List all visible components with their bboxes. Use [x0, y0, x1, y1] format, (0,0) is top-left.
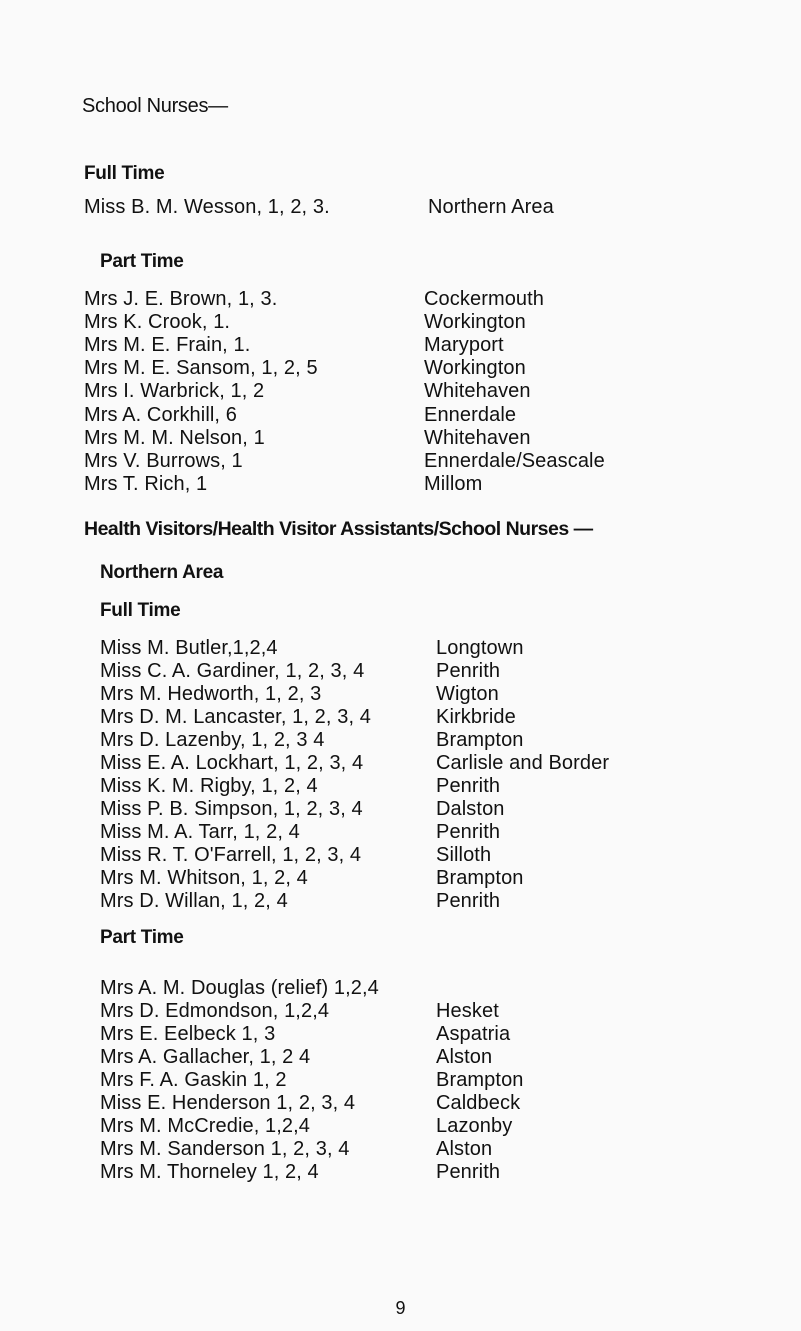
nurse-name: Mrs T. Rich, 1 — [84, 473, 208, 495]
nurse-name: Mrs I. Warbrick, 1, 2 — [84, 380, 265, 402]
visitor-name: Mrs D. M. Lancaster, 1, 2, 3, 4 — [100, 706, 371, 728]
nurse-location: Workington — [424, 311, 526, 333]
list-item — [0, 775, 801, 797]
nurse-name: Mrs A. Corkhill, 6 — [84, 404, 237, 426]
visitor-location: Caldbeck — [436, 1092, 521, 1114]
visitor-location: Kirkbride — [436, 706, 516, 728]
visitor-location: Brampton — [436, 1069, 524, 1091]
visitor-name: Mrs E. Eelbeck 1, 3 — [100, 1023, 276, 1045]
visitor-name: Miss K. M. Rigby, 1, 2, 4 — [100, 775, 318, 797]
list-item — [0, 288, 801, 310]
list-item — [0, 1138, 801, 1160]
nurse-name: Mrs J. E. Brown, 1, 3. — [84, 288, 278, 310]
list-item — [0, 1046, 801, 1068]
visitor-name: Miss R. T. O'Farrell, 1, 2, 3, 4 — [100, 844, 362, 866]
visitor-name: Mrs D. Edmondson, 1,2,4 — [100, 1000, 330, 1022]
list-item — [0, 1161, 801, 1183]
visitor-location: Penrith — [436, 775, 501, 797]
list-item — [0, 1092, 801, 1114]
list-item — [0, 404, 801, 426]
visitor-location: Alston — [436, 1138, 493, 1160]
list-item — [0, 660, 801, 682]
list-item — [0, 798, 801, 820]
page-number: 9 — [395, 1298, 406, 1318]
visitor-location: Carlisle and Border — [436, 752, 610, 774]
visitor-name: Miss M. Butler,1,2,4 — [100, 637, 278, 659]
list-item — [0, 977, 801, 999]
nurse-name: Mrs V. Burrows, 1 — [84, 450, 243, 472]
list-item — [0, 334, 801, 356]
visitor-name: Mrs M. McCredie, 1,2,4 — [100, 1115, 311, 1137]
list-item — [0, 637, 801, 659]
list-item — [0, 729, 801, 751]
nurse-name: Mrs M. M. Nelson, 1 — [84, 427, 265, 449]
nurse-location: Ennerdale — [424, 404, 517, 426]
area-heading: Northern Area — [100, 562, 224, 583]
nurse-location: Ennerdale/Seascale — [424, 450, 605, 472]
section-heading-school-nurses: School Nurses— — [82, 95, 228, 117]
section-heading-health-visitors: Health Visitors/Health Visitor Assistants/School Nurses — — [84, 518, 593, 540]
visitor-location: Penrith — [436, 660, 501, 682]
list-item — [0, 821, 801, 843]
list-item — [0, 1000, 801, 1022]
nurse-name: Mrs M. E. Frain, 1. — [84, 334, 251, 356]
visitor-name: Mrs M. Hedworth, 1, 2, 3 — [100, 683, 322, 705]
visitor-name: Miss P. B. Simpson, 1, 2, 3, 4 — [100, 798, 363, 820]
visitor-location: Hesket — [436, 1000, 499, 1022]
visitor-name: Mrs A. Gallacher, 1, 2 4 — [100, 1046, 311, 1068]
visitor-location: Aspatria — [436, 1023, 511, 1045]
part-time-heading: Part Time — [100, 927, 184, 948]
visitor-location: Silloth — [436, 844, 492, 866]
nurse-location: Whitehaven — [424, 380, 531, 402]
visitor-name: Mrs F. A. Gaskin 1, 2 — [100, 1069, 287, 1091]
list-item — [0, 311, 801, 333]
visitor-name: Mrs D. Lazenby, 1, 2, 3 4 — [100, 729, 325, 751]
nurse-location: Whitehaven — [424, 427, 531, 449]
nurse-name: Miss B. M. Wesson, 1, 2, 3. — [84, 196, 330, 218]
nurse-name: Mrs K. Crook, 1. — [84, 311, 231, 333]
visitor-location: Dalston — [436, 798, 505, 820]
list-item — [0, 196, 801, 218]
visitor-name: Mrs M. Sanderson 1, 2, 3, 4 — [100, 1138, 350, 1160]
list-item — [0, 380, 801, 402]
list-item — [0, 427, 801, 449]
visitor-location: Brampton — [436, 867, 524, 889]
visitor-location: Penrith — [436, 890, 501, 912]
visitor-name: Mrs A. M. Douglas (relief) 1,2,4 — [100, 977, 379, 999]
visitor-location: Lazonby — [436, 1115, 513, 1137]
nurse-location: Millom — [424, 473, 483, 495]
visitor-location: Brampton — [436, 729, 524, 751]
part-time-heading: Part Time — [100, 251, 184, 272]
list-item — [0, 357, 801, 379]
nurse-location: Workington — [424, 357, 526, 379]
nurse-location: Northern Area — [428, 196, 554, 218]
visitor-location: Longtown — [436, 637, 524, 659]
full-time-heading: Full Time — [84, 163, 165, 184]
visitor-name: Mrs M. Thorneley 1, 2, 4 — [100, 1161, 319, 1183]
list-item — [0, 706, 801, 728]
visitor-name: Miss E. Henderson 1, 2, 3, 4 — [100, 1092, 356, 1114]
list-item — [0, 867, 801, 889]
visitor-name: Mrs M. Whitson, 1, 2, 4 — [100, 867, 308, 889]
list-item — [0, 1069, 801, 1091]
list-item — [0, 1115, 801, 1137]
list-item — [0, 473, 801, 495]
list-item — [0, 890, 801, 912]
list-item — [0, 844, 801, 866]
list-item — [0, 1023, 801, 1045]
visitor-name: Miss M. A. Tarr, 1, 2, 4 — [100, 821, 300, 843]
visitor-location: Wigton — [436, 683, 499, 705]
visitor-location: Penrith — [436, 821, 501, 843]
list-item — [0, 450, 801, 472]
nurse-location: Cockermouth — [424, 288, 545, 310]
visitor-location: Alston — [436, 1046, 493, 1068]
nurse-name: Mrs M. E. Sansom, 1, 2, 5 — [84, 357, 318, 379]
list-item — [0, 752, 801, 774]
visitor-location: Penrith — [436, 1161, 501, 1183]
list-item — [0, 683, 801, 705]
full-time-heading: Full Time — [100, 600, 181, 621]
visitor-name: Mrs D. Willan, 1, 2, 4 — [100, 890, 288, 912]
nurse-location: Maryport — [424, 334, 504, 356]
visitor-name: Miss C. A. Gardiner, 1, 2, 3, 4 — [100, 660, 365, 682]
visitor-name: Miss E. A. Lockhart, 1, 2, 3, 4 — [100, 752, 364, 774]
